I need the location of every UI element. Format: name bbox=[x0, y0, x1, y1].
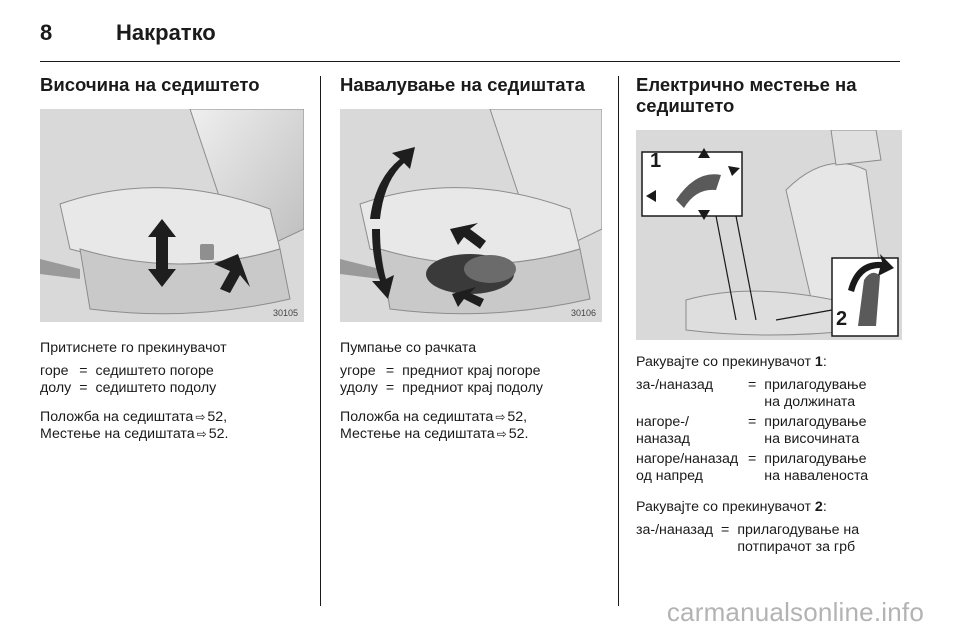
definition-row bbox=[636, 448, 868, 485]
seat-height-figure bbox=[40, 109, 304, 322]
definition-row bbox=[340, 380, 543, 397]
definition-row bbox=[340, 363, 543, 380]
definition-table bbox=[636, 377, 868, 485]
cross-reference[interactable]: Местење на седиштата ⇨ 52. bbox=[340, 426, 529, 442]
figure-code: 30106 bbox=[570, 308, 596, 318]
definition-value: предниот крај подолу bbox=[402, 380, 543, 396]
seat-illustration bbox=[636, 130, 902, 340]
cross-reference[interactable]: Местење на седиштата ⇨ 52. bbox=[40, 426, 229, 442]
page-ref-icon: ⇨ bbox=[196, 427, 207, 441]
section-seat-height bbox=[40, 70, 304, 443]
definition-value: прилагодување на височината bbox=[764, 414, 867, 447]
definition-value: седиштето погоре bbox=[95, 363, 214, 379]
definition-value: прилагодување на должината bbox=[764, 377, 867, 410]
instruction-text: Ракувајте со прекинувачот 2: bbox=[636, 499, 827, 515]
definition-equals: = bbox=[79, 363, 88, 379]
column-divider bbox=[320, 76, 321, 606]
definition-table bbox=[40, 363, 216, 397]
cross-references bbox=[40, 409, 304, 443]
definition-equals: = bbox=[721, 522, 730, 538]
figure-label-1: 1 bbox=[650, 150, 662, 172]
seat-tilt-figure bbox=[340, 109, 602, 322]
definition-equals: = bbox=[748, 414, 757, 430]
definition-key: нагоре/наназад од напред bbox=[636, 451, 739, 484]
definition-value: седиштето подолу bbox=[95, 380, 217, 396]
section-seat-tilt bbox=[340, 70, 602, 443]
page-number: 8 bbox=[40, 20, 53, 45]
section-title: Електрично местење на седиштето bbox=[636, 74, 857, 116]
definition-key: долу bbox=[40, 380, 72, 396]
section-title: Навалување на седиштата bbox=[340, 74, 585, 95]
definition-equals: = bbox=[79, 380, 88, 396]
power-seat-figure bbox=[636, 130, 902, 340]
watermark: carmanualsonline.info bbox=[666, 597, 924, 627]
cross-reference[interactable]: Положба на седиштата ⇨ 52, bbox=[40, 409, 228, 425]
definition-value: прилагодување на потпирачот за грб bbox=[737, 522, 860, 555]
figure-code: 30105 bbox=[272, 308, 298, 318]
seat-illustration bbox=[40, 109, 304, 322]
section-title: Височина на седиштето bbox=[40, 74, 260, 95]
figure-label-2: 2 bbox=[836, 308, 848, 330]
definition-key: за-/наназад bbox=[636, 377, 714, 393]
definition-value: прилагодување на навалeноста bbox=[764, 451, 869, 484]
section-power-seat bbox=[636, 70, 906, 556]
definition-key: горе bbox=[40, 363, 69, 379]
definition-table bbox=[340, 363, 543, 397]
cross-reference[interactable]: Положба на седиштата ⇨ 52, bbox=[340, 409, 528, 425]
definition-key: угоре bbox=[340, 363, 376, 379]
page-ref-icon: ⇨ bbox=[195, 410, 206, 424]
column-divider bbox=[618, 76, 619, 606]
instruction-text: Пумпање со рачката bbox=[340, 340, 477, 356]
page-ref-icon: ⇨ bbox=[496, 427, 507, 441]
page-header bbox=[40, 18, 900, 62]
definition-equals: = bbox=[748, 451, 757, 467]
definition-key: за-/наназад bbox=[636, 522, 714, 538]
definition-value: предниот крај погоре bbox=[402, 363, 541, 379]
definition-row bbox=[636, 522, 859, 556]
definition-equals: = bbox=[385, 380, 395, 396]
instruction-text: Притиснете го прекинувачот bbox=[40, 340, 227, 356]
page-ref-icon: ⇨ bbox=[495, 410, 506, 424]
definition-key: нагоре-/наназад bbox=[636, 414, 690, 447]
definition-row bbox=[636, 377, 868, 411]
seat-illustration bbox=[340, 109, 602, 322]
definition-row bbox=[40, 363, 216, 380]
cross-references bbox=[340, 409, 602, 443]
definition-equals: = bbox=[748, 377, 757, 393]
definition-key: удолу bbox=[340, 380, 378, 396]
definition-row bbox=[40, 380, 216, 397]
definition-equals: = bbox=[385, 363, 395, 379]
definition-table bbox=[636, 522, 859, 556]
instruction-text: Ракувајте со прекинувачот 1: bbox=[636, 354, 827, 370]
chapter-title: Накратко bbox=[116, 20, 216, 45]
definition-row bbox=[636, 411, 868, 448]
